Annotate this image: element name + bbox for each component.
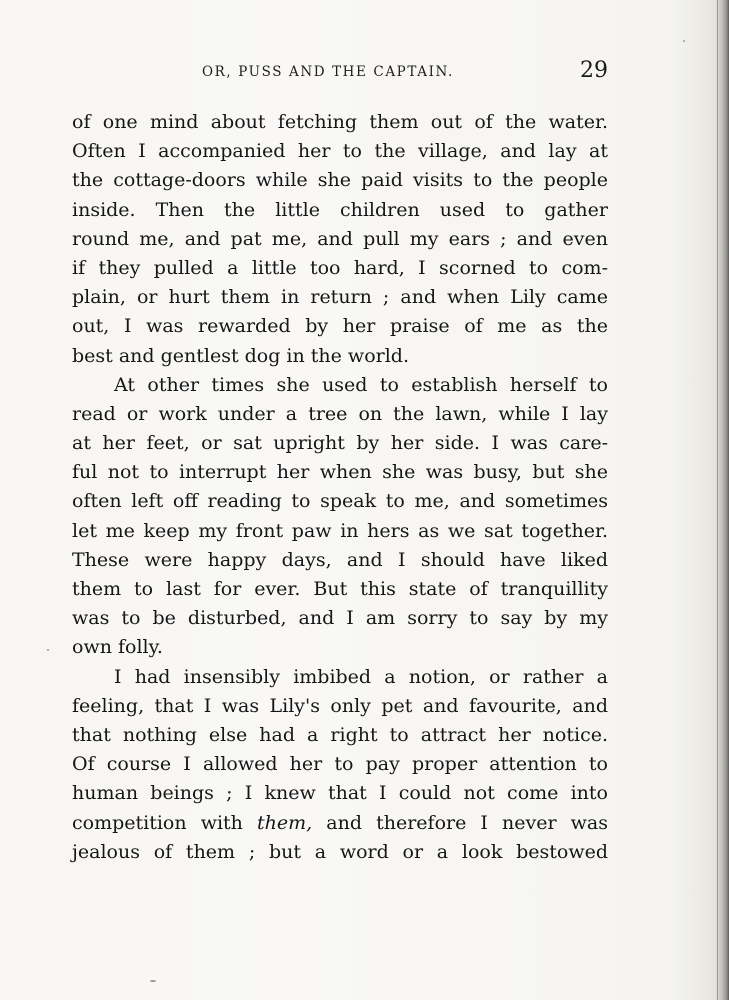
running-title: OR, PUSS AND THE CAPTAIN. [202, 64, 454, 80]
text-line: Of course I allowed her to pay proper attention to [72, 753, 608, 776]
page-edge-shadow [715, 0, 729, 1000]
text-line: human beings ; I knew that I could not come into [72, 782, 608, 805]
text-line: if they pulled a little too hard, I scorned to com- [72, 256, 608, 279]
text-line: at her feet, or sat upright by her side. I was care- [72, 432, 608, 455]
text-line: Often I accompanied her to the village, and lay at [72, 140, 608, 163]
running-header [72, 58, 608, 88]
paper-speck [150, 980, 156, 982]
paragraph-start-line: I had insensibly imbibed a notion, or rather a [114, 665, 608, 688]
text-line: read or work under a tree on the lawn, while I lay [72, 402, 608, 425]
text-line: plain, or hurt them in return ; and when Lily came [72, 286, 608, 309]
text-line: them to last for ever. But this state of tranquillity [72, 578, 608, 600]
paper-speck [683, 40, 685, 42]
paragraph-start-line: At other times she used to establish herself to [114, 373, 608, 396]
text-line: let me keep my front paw in hers as we sat together. [72, 519, 608, 542]
text-line: was to be disturbed, and I am sorry to say by my [72, 607, 608, 630]
text-line: of one mind about fetching them out of the water. [72, 111, 608, 133]
paper-speck [47, 649, 49, 651]
text-line: out, I was rewarded by her praise of me as the [72, 315, 608, 338]
text-line: that nothing else had a right to attract her notice. [72, 723, 608, 746]
text-segment: competition with [72, 811, 257, 834]
text-segment: and therefore I never was [312, 811, 608, 834]
paragraph-end-line: best and gentlest dog in the world. [72, 344, 409, 367]
text-line: jealous of them ; but a word or a look bestowed [72, 840, 608, 863]
text-line: feeling, that I was Lily's only pet and favourite, and [72, 694, 608, 717]
page-number: 29 [580, 58, 608, 83]
text-line: round me, and pat me, and pull my ears ; and even [72, 227, 608, 250]
text-line: the cottage-doors while she paid visits to the people [72, 169, 608, 192]
text-line: often left off reading to speak to me, and sometimes [72, 490, 608, 513]
text-line [72, 809, 608, 838]
paragraph-end-line: own folly. [72, 636, 163, 659]
italic-word: them, [257, 811, 313, 834]
text-line: inside. Then the little children used to gather [72, 198, 608, 221]
body-text [72, 108, 608, 867]
text-line: ful not to interrupt her when she was busy, but she [72, 461, 608, 484]
text-line: These were happy days, and I should have liked [72, 548, 608, 571]
